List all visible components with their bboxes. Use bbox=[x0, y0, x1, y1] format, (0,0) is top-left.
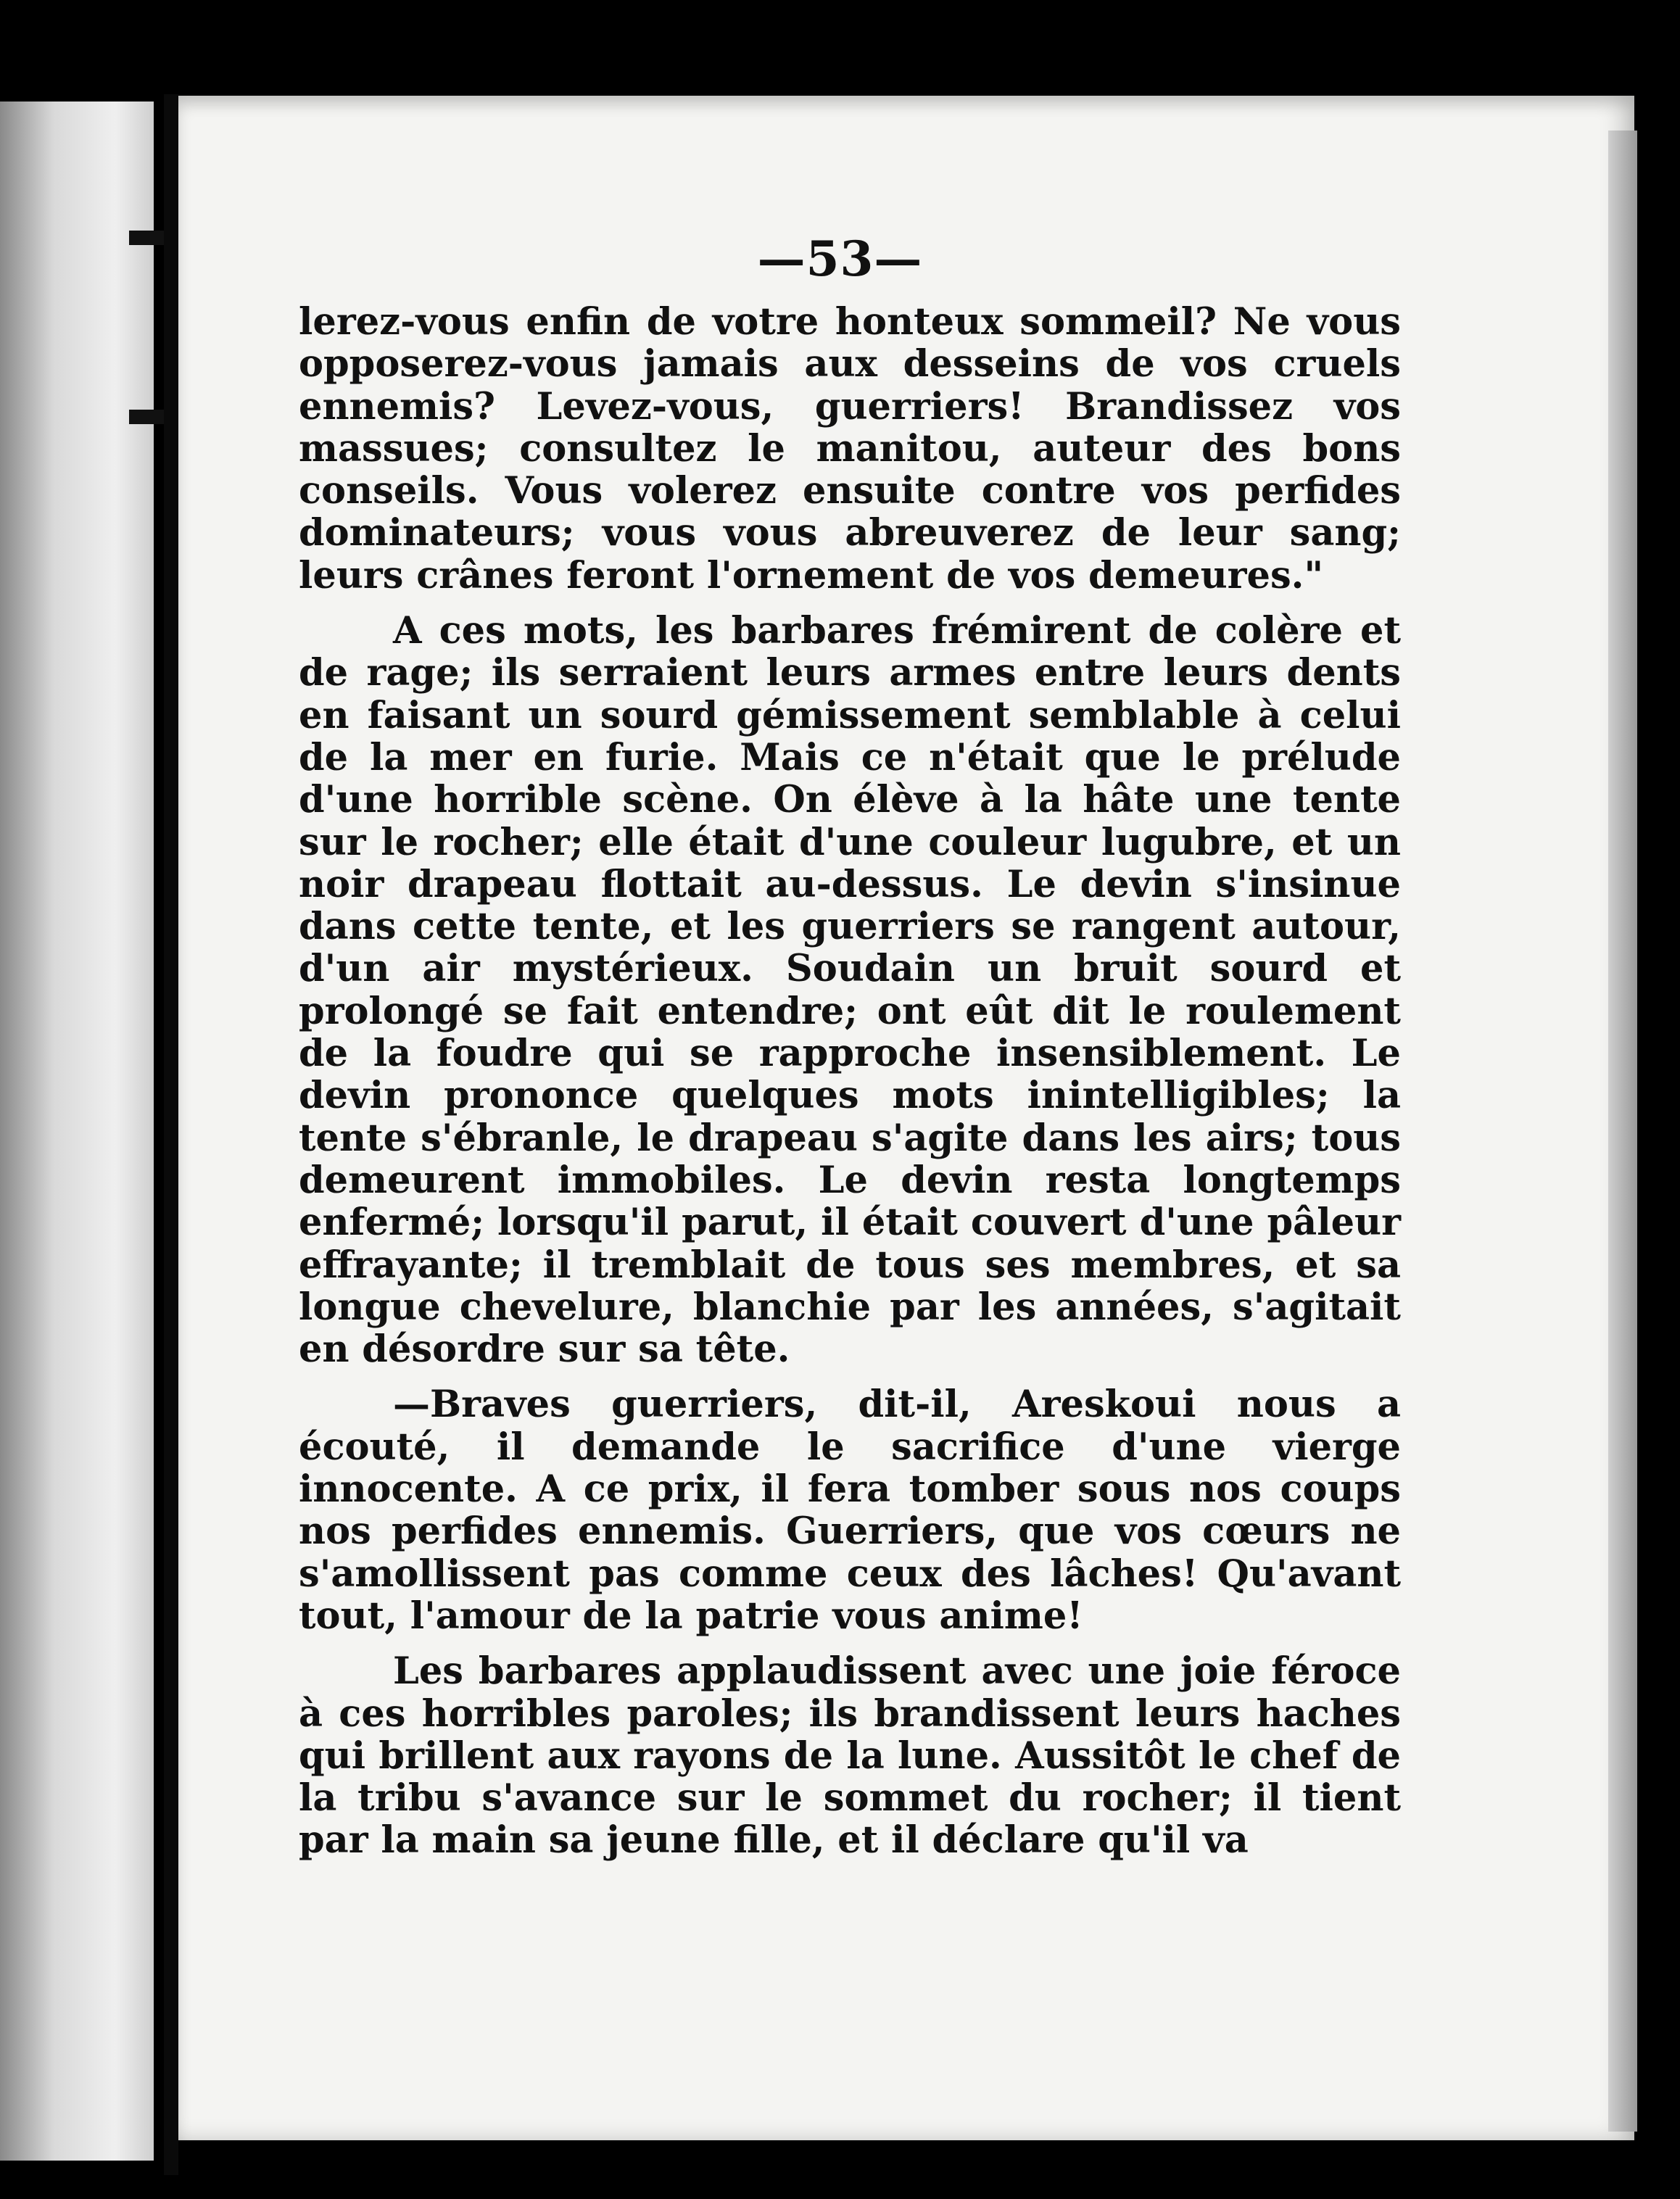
paragraph: —Braves guerriers, dit-il, Areskoui nous a écouté, il demande le sacrifice d'une vierge innocente. A ce prix, il fera tomber sous nos coups nos perfides ennemis. Guerriers, que vos cœurs ne s'amollissent pas comme ceux des lâches! Qu'avant tout, l'amour de la patrie vous anime! bbox=[299, 1383, 1401, 1638]
right-page-edge bbox=[1608, 131, 1637, 2132]
binding-edge bbox=[164, 94, 178, 2175]
page-body bbox=[299, 301, 1401, 1862]
paragraph: lerez-vous enfin de votre honteux sommeil? Ne vous opposerez-vous jamais aux desseins de vos cruels ennemis? Levez-vous, guerriers! Brandissez vos massues; consultez le manitou, auteur des bons conseils. Vous volerez ensuite contre vos perfides dominateurs; vous vous abreuverez de leur sang; leurs crânes feront l'ornement de vos demeures." bbox=[299, 300, 1401, 597]
paragraph: A ces mots, les barbares frémirent de colère et de rage; ils serraient leurs armes entre leurs dents en faisant un sourd gémissement semblable à celui de la mer en furie. Mais ce n'était que le prélude d'une horrible scène. On élève à la hâte une tente sur le rocher; elle était d'une couleur lugubre, et un noir drapeau flottait au-dessus. Le devin s'insinue dans cette tente, et les guerriers se rangent autour, d'un air mystérieux. Soudain un bruit sourd et prolongé se fait entendre; ont eût dit le roulement de la foudre qui se rapproche insensiblement. Le devin prononce quelques mots inintelligibles; la tente s'ébranle, le drapeau s'agite dans les airs; tous demeurent immobiles. Le devin resta longtemps enfermé; lorsqu'il parut, il était couvert d'une pâleur effrayante; il tremblait de tous ses membres, et sa longue chevelure, blanchie par les années, s'agitait en désordre sur sa tête. bbox=[299, 609, 1401, 1372]
paragraph: Les barbares applaudissent avec une joie féroce à ces horribles paroles; ils brandissent leurs haches qui brillent aux rayons de la lune. Aussitôt le chef de la tribu s'avance sur le sommet du rocher; il tient par la main sa jeune fille, et il déclare qu'il va bbox=[299, 1649, 1401, 1863]
page-number: —53— bbox=[757, 231, 923, 287]
